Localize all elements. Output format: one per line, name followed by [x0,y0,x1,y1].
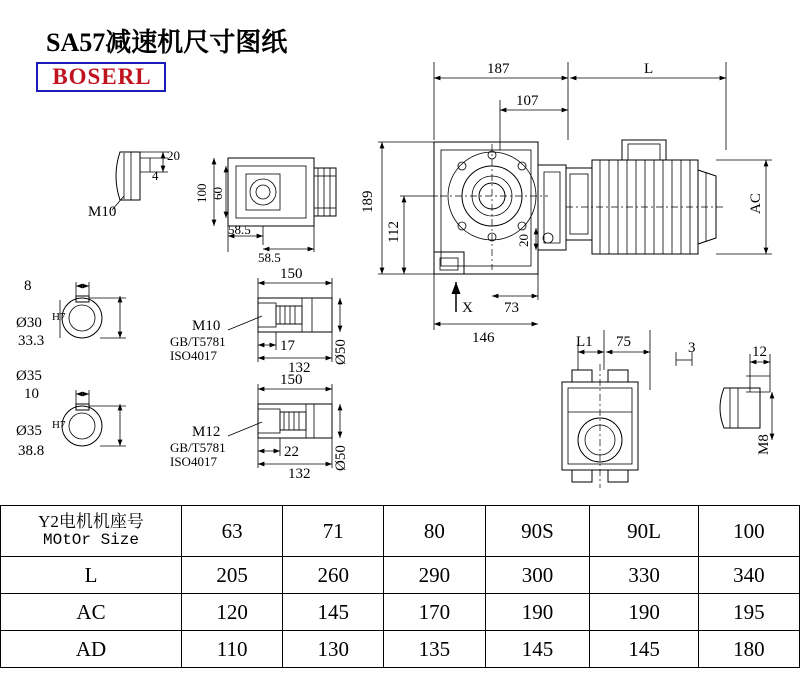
wedge-detail-view [88,148,180,220]
table-cell: 340 [698,557,799,594]
table-row [1,631,800,668]
row-label-ac: AC [1,594,182,631]
svg-text:12: 12 [752,344,767,360]
table-header-row [1,506,800,557]
svg-text:112: 112 [386,221,402,243]
svg-text:58.5: 58.5 [228,222,251,237]
table-cell-size-4: 90L [590,506,698,557]
row-label-l: L [1,557,182,594]
page-title: SA57减速机尺寸图纸 [46,28,288,57]
svg-text:33.3: 33.3 [18,333,45,349]
svg-text:M12: M12 [192,424,221,440]
svg-text:AC: AC [748,193,764,214]
svg-text:Ø35: Ø35 [16,423,42,439]
table-cell: 260 [283,557,384,594]
table-cell: 135 [384,631,485,668]
row-label-ad: AD [1,631,182,668]
table-cell-size-3: 90S [485,506,590,557]
svg-text:189: 189 [360,190,376,213]
svg-text:ISO4017: ISO4017 [170,348,217,363]
svg-text:H7: H7 [52,419,66,431]
bolt-assembly-m10 [170,266,349,376]
svg-text:X: X [462,300,473,316]
table-cell: 170 [384,594,485,631]
svg-text:73: 73 [504,300,519,316]
table-cell: 205 [182,557,283,594]
svg-text:4: 4 [152,168,159,183]
table-cell: 110 [182,631,283,668]
side-view [562,330,696,488]
table-cell: 145 [283,594,384,631]
bolt-assembly-m12 [170,372,349,482]
svg-text:150: 150 [280,266,303,282]
svg-text:132: 132 [288,466,311,482]
table-cell-size-1: 71 [283,506,384,557]
svg-text:22: 22 [284,444,299,460]
svg-text:10: 10 [24,386,39,402]
housing-end-view [194,158,336,265]
svg-text:Ø35: Ø35 [16,368,42,384]
svg-text:17: 17 [280,338,295,354]
svg-text:H7: H7 [52,311,66,323]
svg-text:GB/T5781: GB/T5781 [170,440,226,455]
table-cell: 180 [698,631,799,668]
table-cell-size-2: 80 [384,506,485,557]
svg-text:132: 132 [288,360,311,376]
svg-text:20: 20 [167,148,180,163]
svg-text:20: 20 [516,234,531,247]
table-header-cn: Y2电机机座号 [38,512,144,531]
table-cell: 145 [485,631,590,668]
svg-text:100: 100 [194,183,209,203]
svg-text:M10: M10 [88,204,117,220]
table-cell-size-0: 63 [182,506,283,557]
svg-text:M10: M10 [192,318,221,334]
table-header-label [1,506,182,557]
spec-table [0,505,800,668]
svg-text:L1: L1 [576,334,593,350]
table-cell: 195 [698,594,799,631]
table-cell: 330 [590,557,698,594]
svg-text:107: 107 [516,93,539,109]
svg-text:L: L [644,61,654,77]
table-cell: 190 [485,594,590,631]
svg-text:Ø50: Ø50 [333,339,349,365]
svg-text:8: 8 [24,278,32,294]
table-row [1,594,800,631]
svg-text:187: 187 [487,61,510,77]
table-cell: 145 [590,631,698,668]
table-cell: 130 [283,631,384,668]
svg-text:75: 75 [616,334,631,350]
table-cell-size-5: 100 [698,506,799,557]
shaft-section-35 [16,386,126,459]
table-row [1,557,800,594]
shaft-section-30 [16,278,126,384]
svg-text:146: 146 [472,330,495,346]
table-cell: 300 [485,557,590,594]
svg-text:58.5: 58.5 [258,250,281,265]
svg-text:ISO4017: ISO4017 [170,454,217,469]
svg-text:Ø50: Ø50 [333,445,349,471]
svg-text:GB/T5781: GB/T5781 [170,334,226,349]
svg-text:3: 3 [688,340,696,356]
main-assembly-view [360,61,772,346]
svg-text:150: 150 [280,372,303,388]
table-header-en: MOtOr Size [42,531,139,549]
svg-text:Ø30: Ø30 [16,315,42,331]
svg-text:M8: M8 [756,434,772,455]
table-cell: 190 [590,594,698,631]
svg-text:60: 60 [210,187,225,200]
table-cell: 120 [182,594,283,631]
table-cell: 290 [384,557,485,594]
svg-text:38.8: 38.8 [18,443,45,459]
logo-text: BOSERL [52,64,152,89]
key-detail-view [720,344,772,455]
